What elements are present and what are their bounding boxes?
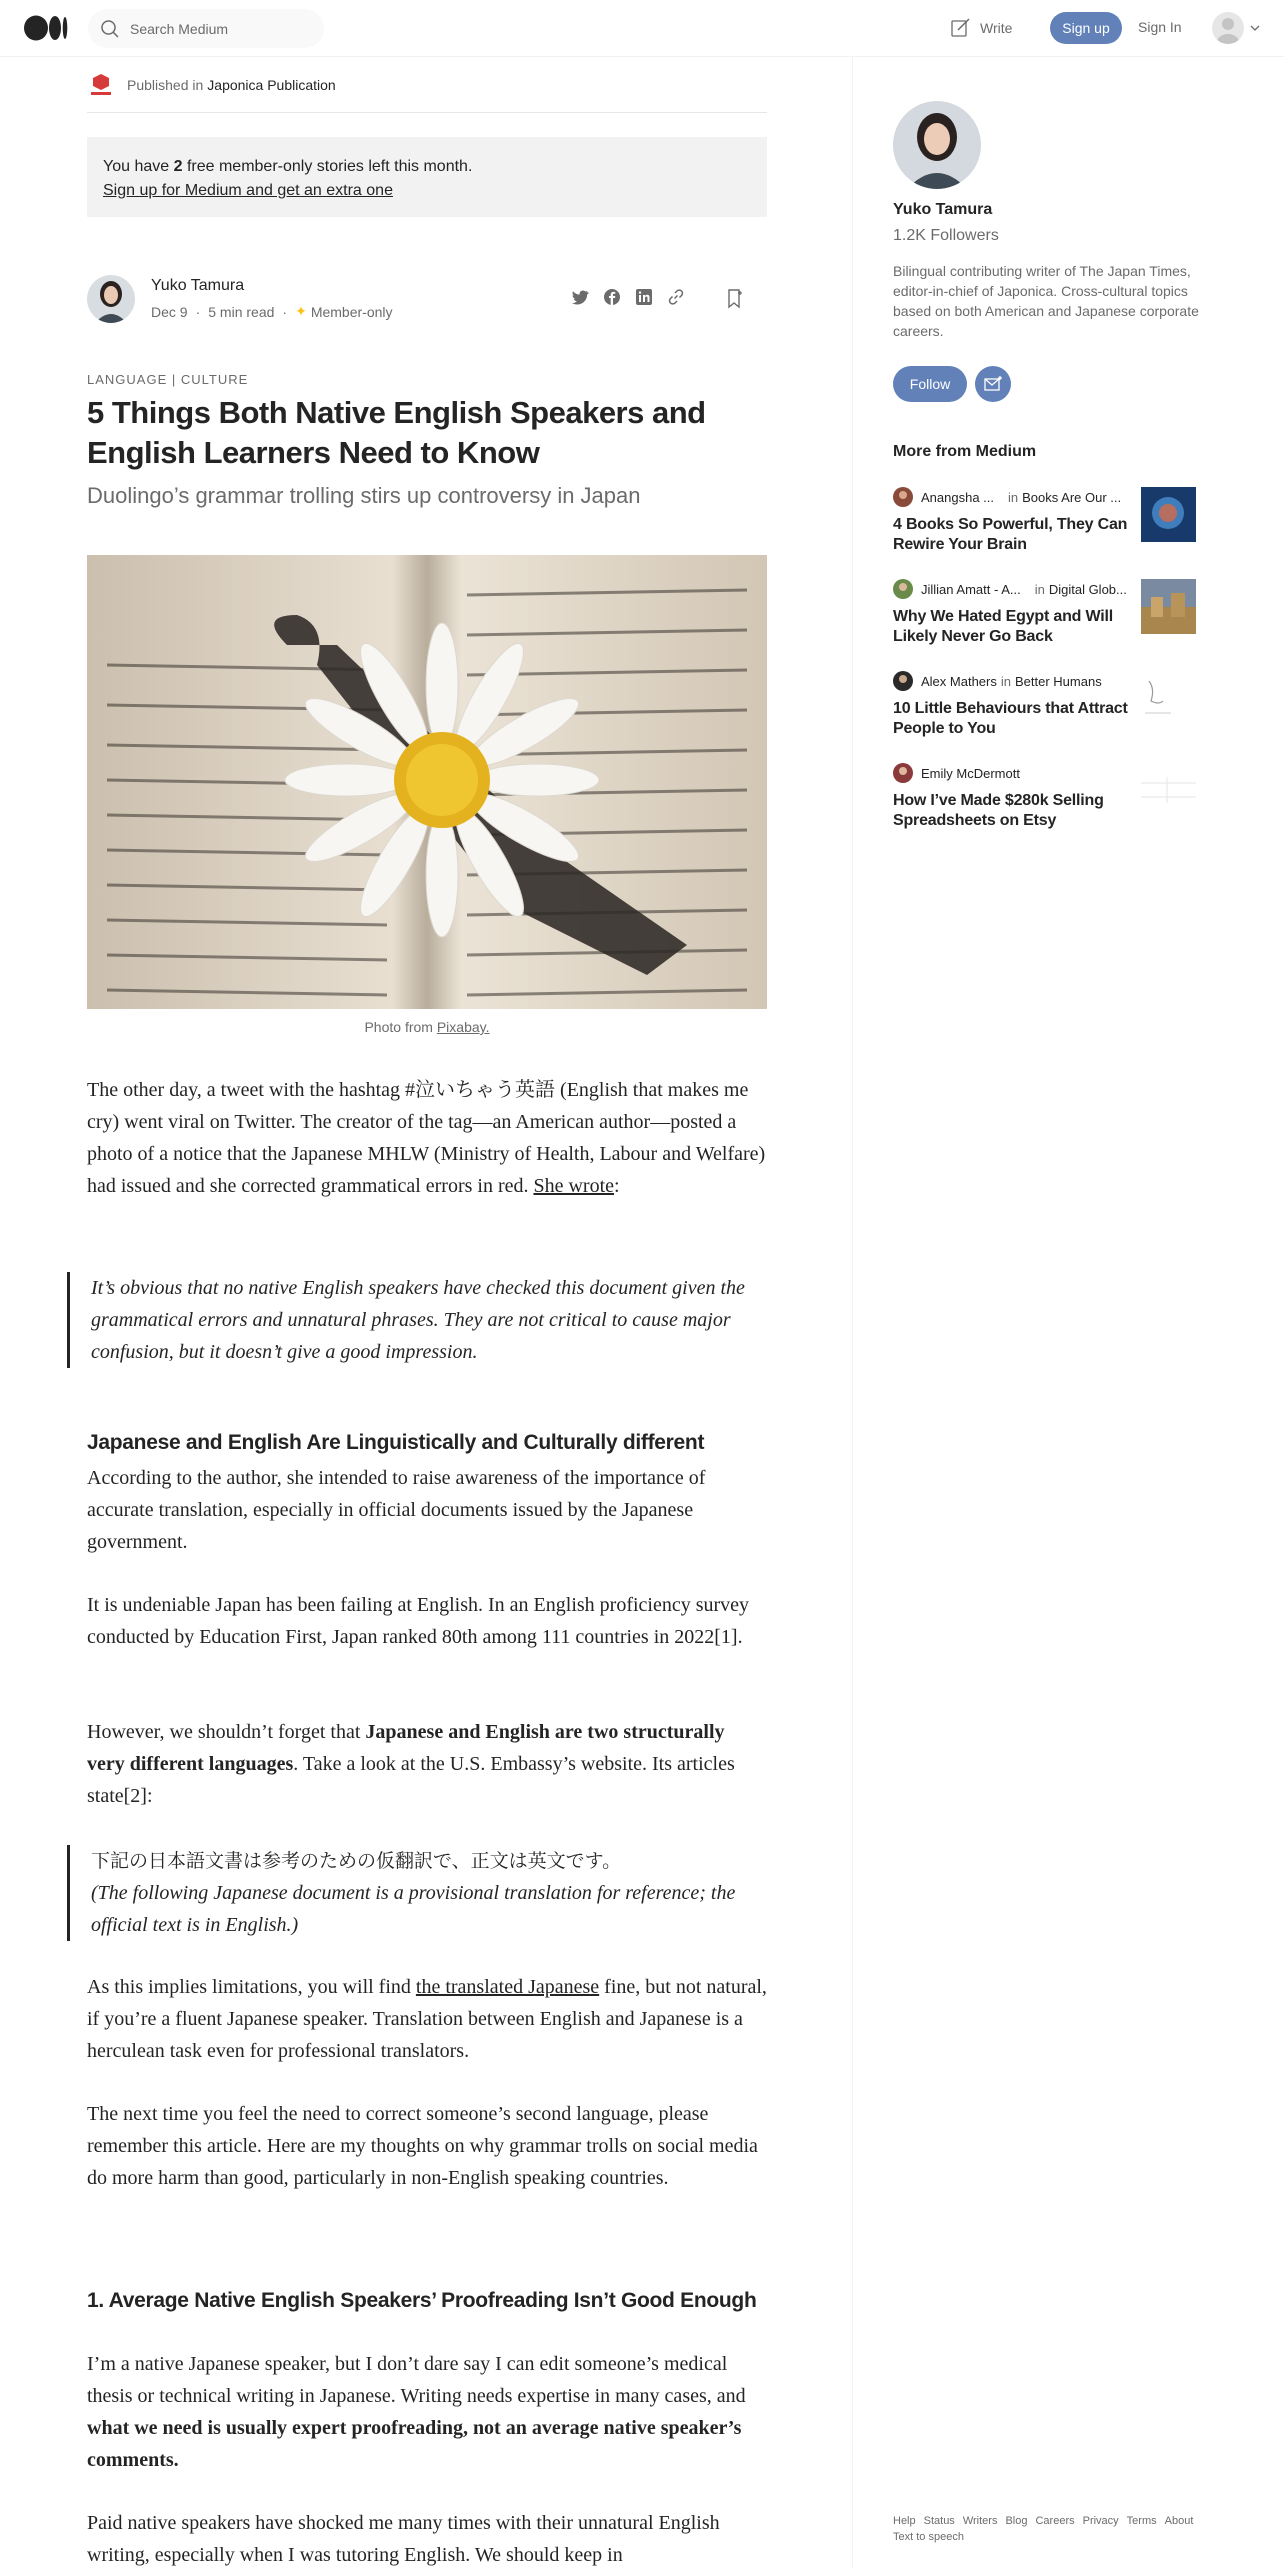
default-avatar-icon (1212, 12, 1244, 44)
sign-up-button[interactable]: Sign up (1050, 12, 1122, 44)
twitter-icon[interactable] (570, 287, 590, 307)
write-link[interactable] (950, 16, 1012, 40)
footer-link-careers[interactable]: Careers (1035, 2515, 1075, 2527)
member-only-notice (87, 137, 767, 217)
bookmark-icon[interactable] (723, 287, 747, 311)
share-icons (570, 287, 686, 307)
rec-author[interactable]: Alex Mathers (921, 673, 997, 689)
user-menu[interactable] (1212, 12, 1260, 44)
write-icon (950, 17, 972, 39)
paragraph: Paid native speakers have shocked me many times with their unnatural English writing, especially when I was tutoring English. We should keep in (87, 2512, 720, 2566)
article-meta: Dec 9 · 5 min read · ✦ Member-only (151, 303, 393, 320)
sign-up-extra-link[interactable]: Sign up for Medium and get an extra one (103, 182, 393, 199)
rec-thumbnail[interactable] (1141, 671, 1196, 726)
copy-link-icon[interactable] (666, 287, 686, 307)
follow-button[interactable]: Follow (893, 366, 967, 402)
publish-date: Dec 9 (151, 303, 188, 320)
hero-image[interactable] (87, 555, 767, 1009)
member-only-label: Member-only (310, 303, 393, 320)
rec-thumbnail[interactable] (1141, 763, 1196, 818)
rec-title[interactable]: Why We Hated Egypt and Will Likely Never Go Back (893, 608, 1113, 645)
star-icon: ✦ (295, 303, 307, 319)
divider (87, 112, 767, 113)
write-label: Write (980, 20, 1013, 36)
more-from-medium-heading: More from Medium (893, 443, 1037, 460)
medium-logo-icon[interactable] (24, 15, 68, 41)
author-avatar[interactable] (893, 101, 981, 189)
footer-link-writers[interactable]: Writers (962, 2515, 998, 2527)
publication-name[interactable]: Japonica Publication (207, 77, 336, 93)
footer-link-blog[interactable]: Blog (1005, 2515, 1028, 2527)
paragraph: The next time you feel the need to correct someone’s second language, please remember this article. Here are my thoughts on why grammar trolls on social media do more harm than good, particularly in non-English speaking countries. (87, 2103, 758, 2189)
author-avatar (893, 487, 913, 507)
recommendation-item[interactable]: Alex Mathers in Better Humans 10 Little Behaviours that Attract People to You (893, 671, 1196, 741)
footer-link-text-to-speech[interactable]: Text to speech (893, 2531, 964, 2543)
facebook-icon[interactable] (602, 287, 622, 307)
paragraph: The other day, a tweet with the hashtag #泣いちゃう英語 (English that makes me cry) went viral on Twitter. The creator of the tag—an American author—posted a photo of a notice that the Japanese MHLW (Ministry of Health, Labour and Welfare) had issued and she corrected grammatical errors in red. She wrote: (87, 1079, 766, 1197)
publication-logo-icon[interactable] (87, 71, 115, 99)
image-caption: Photo from Pixabay. (364, 1019, 490, 1035)
stories-left-text: You have 2 free member-only stories left this month. (103, 158, 473, 175)
quote-japanese: 下記の日本語文書は参考のための仮翻訳で、正文は英文です。 (91, 1850, 622, 1872)
section-heading: Japanese and English Are Linguistically and Culturally different (87, 1431, 705, 1454)
author-name[interactable]: Yuko Tamura (151, 277, 245, 294)
published-in-label: Published in (127, 77, 204, 93)
rec-thumbnail[interactable] (1141, 579, 1196, 634)
search-icon (100, 19, 120, 39)
paragraph: According to the author, she intended to raise awareness of the importance of accurate translation, especially in official documents issued by the Japanese government. (87, 1467, 706, 1553)
paragraph: It is undeniable Japan has been failing at English. In an English proficiency survey conducted by Education First, Japan ranked 80th among 111 countries in 2022[1]. (87, 1594, 750, 1648)
blockquote: It’s obvious that no native English speakers have checked this document given the grammatical errors and unnatural phrases. They are not critical to cause major confusion, but it doesn’t give a good impression. (67, 1272, 767, 1368)
footer-links (893, 2513, 1203, 2545)
search-input[interactable] (130, 17, 310, 41)
footer-link-terms[interactable]: Terms (1126, 2515, 1157, 2527)
read-time: 5 min read (208, 303, 275, 320)
chevron-down-icon (1250, 24, 1260, 32)
she-wrote-link[interactable]: She wrote (533, 1175, 615, 1197)
subscribe-email-button[interactable] (975, 366, 1011, 402)
sidebar-divider (852, 57, 853, 2568)
rec-publication[interactable]: Digital Glob... (1048, 581, 1127, 597)
rec-title[interactable]: How I’ve Made $280k Selling Spreadsheets on Etsy (893, 792, 1104, 829)
rec-title[interactable]: 4 Books So Powerful, They Can Rewire Your Brain (893, 516, 1128, 553)
sign-in-link[interactable]: Sign In (1138, 19, 1182, 35)
author-avatar (893, 763, 913, 783)
pixabay-link[interactable]: Pixabay. (436, 1019, 490, 1035)
translated-japanese-link[interactable]: the translated Japanese (415, 1976, 600, 1998)
rec-thumbnail[interactable] (1141, 487, 1196, 542)
publication-row (87, 71, 336, 99)
rec-author[interactable]: Jillian Amatt - A... (921, 581, 1021, 597)
author-name[interactable]: Yuko Tamura (893, 201, 993, 218)
footer-link-about[interactable]: About (1164, 2515, 1194, 2527)
article-subtitle: Duolingo’s grammar trolling stirs up controversy in Japan (87, 483, 641, 508)
footer-link-help[interactable]: Help (893, 2515, 916, 2527)
footer-link-privacy[interactable]: Privacy (1082, 2515, 1119, 2527)
blockquote (67, 1845, 767, 1941)
quote-english: (The following Japanese document is a provisional translation for reference; the official text is in English.) (91, 1882, 736, 1936)
footer-link-status[interactable]: Status (923, 2515, 955, 2527)
author-avatar (893, 579, 913, 599)
rec-publication[interactable]: Better Humans (1015, 673, 1102, 689)
author-bio: Bilingual contributing writer of The Japan Times, editor-in-chief of Japonica. Cross-cultural topics based on both American and Japanese corporate careers. (893, 263, 1199, 339)
paragraph: I’m a native Japanese speaker, but I don’t dare say I can edit someone’s medical thesis or technical writing in Japanese. Writing needs expertise in many cases, and what we need is usually expert proofreading, not an average native speaker’s comments. (87, 2353, 746, 2471)
rec-author[interactable]: Anangsha ... (921, 489, 994, 505)
author-row (87, 275, 767, 325)
recommendation-item[interactable]: Anangsha ... in Books Are Our ... 4 Books So Powerful, They Can Rewire Your Brain (893, 487, 1196, 557)
rec-publication[interactable]: Books Are Our ... (1022, 489, 1122, 505)
linkedin-icon[interactable] (634, 287, 654, 307)
follower-count[interactable]: 1.2K Followers (893, 227, 999, 244)
section-heading: 1. Average Native English Speakers’ Proofreading Isn’t Good Enough (87, 2289, 757, 2312)
recommendation-item[interactable]: Jillian Amatt - A... in Digital Glob... Why We Hated Egypt and Will Likely Never Go Back (893, 579, 1196, 649)
paragraph: As this implies limitations, you will find the translated Japanese fine, but not natural, if you’re a fluent Japanese speaker. Translation between English and Japanese is a herculean task even for professional translators. (87, 1976, 767, 2062)
recommendation-item[interactable] (893, 763, 1196, 833)
rec-title[interactable]: 10 Little Behaviours that Attract People to You (893, 700, 1128, 737)
rec-author[interactable]: Emily McDermott (921, 765, 1020, 781)
top-navigation (0, 0, 1284, 57)
article-title: 5 Things Both Native English Speakers and English Learners Need to Know (87, 395, 706, 470)
mail-plus-icon (983, 374, 1003, 394)
author-avatar[interactable] (87, 275, 135, 323)
paragraph: However, we shouldn’t forget that Japanese and English are two structurally very different languages. Take a look at the U.S. Embassy’s website. Its articles state[2]: (87, 1721, 735, 1807)
author-avatar (893, 671, 913, 691)
article-kicker: LANGUAGE | CULTURE (87, 372, 249, 387)
search-box[interactable] (88, 9, 324, 48)
